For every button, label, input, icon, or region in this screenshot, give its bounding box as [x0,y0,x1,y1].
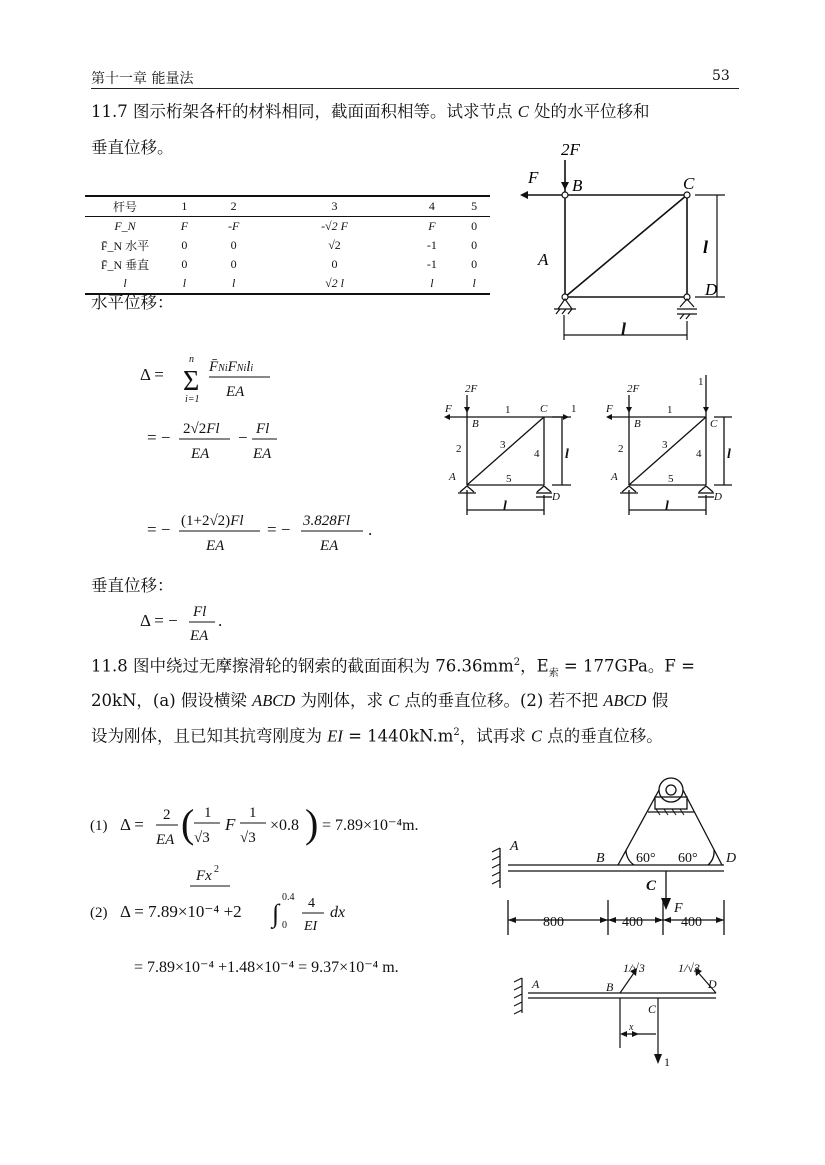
svg-text:1: 1 [571,403,577,415]
svg-text:5: 5 [668,473,674,485]
svg-text:A: A [538,250,549,269]
vertical-displacement-label: 垂直位移： [91,576,174,595]
svg-text:F: F [445,403,452,415]
svg-text:1: 1 [698,376,704,388]
svg-text:3: 3 [500,439,506,451]
svg-text:EA: EA [320,538,339,554]
svg-text:1: 1 [505,404,511,416]
svg-text:dx: dx [330,904,346,921]
table-row: l l l √2 l l l [123,276,476,290]
table-row: F_N F -F -√2 F F 0 [114,219,478,233]
svg-text:×0.8: ×0.8 [270,817,300,834]
svg-text:.: . [368,520,373,539]
table-row: F̄_N 水平 0 0 √2 -1 0 [100,238,478,253]
svg-text:4: 4 [696,448,702,460]
svg-text:0.4: 0.4 [282,892,295,903]
svg-text:l: l [565,447,569,462]
svg-text:= −: = − [267,520,291,539]
svg-text:1/√3: 1/√3 [623,961,645,975]
problem-11-7-line1: 11.7 图示桁架各杆的材料相同，截面面积相等。试求节点 C 处的水平位移和 [91,102,650,121]
svg-text:√3: √3 [240,830,256,846]
svg-text:1: 1 [664,1055,670,1069]
svg-text:2: 2 [163,807,171,823]
svg-text:EA: EA [226,384,245,400]
svg-text:800: 800 [543,915,564,930]
svg-text:1/√3: 1/√3 [678,961,700,975]
svg-text:2√2Fl: 2√2Fl [183,421,220,437]
eq2-result: = 7.89×10⁻⁴ +1.48×10⁻⁴ = 9.37×10⁻⁴ m. [134,959,399,976]
svg-text:(2): (2) [90,905,108,921]
svg-text:D: D [714,491,722,503]
h-result: 3.828Fl [303,513,351,529]
problem-11-8-line1: 11.8 图中绕过无摩擦滑轮的钢索的截面面积为 $76.36mm^2$，$E_索 = 177GPa$。F = [91,656,695,679]
svg-text:A: A [532,977,540,991]
svg-text:= −: = − [147,520,171,539]
svg-text:Σ: Σ [183,366,200,397]
svg-text:D: D [708,977,717,991]
svg-text:Δ =: Δ = [140,365,164,384]
svg-text:EA: EA [206,538,225,554]
svg-text:EA: EA [253,446,272,462]
equation-2 [90,860,460,990]
svg-text:(: ( [181,801,195,846]
svg-text:A: A [449,471,456,483]
svg-text:EA: EA [191,446,210,462]
svg-text:3: 3 [662,439,668,451]
svg-text:B: B [634,418,641,430]
eq1-result: = 7.89×10⁻⁴m. [322,817,419,834]
table-header: 5 [471,199,478,213]
virtual-load-figures [440,340,750,520]
svg-text:EI: EI [304,919,318,934]
svg-text:F̄NiFNili: F̄NiFNili [209,359,254,375]
table-header: 1 [181,199,188,213]
svg-text:C: C [683,174,695,193]
vertical-displacement-formula [135,598,255,648]
svg-text:B: B [606,980,614,994]
table-header: 4 [428,199,435,213]
svg-text:C: C [648,1002,657,1016]
svg-text:2: 2 [618,443,624,455]
svg-text:l: l [703,237,709,257]
svg-text:2F: 2F [465,383,478,395]
table-header: 2 [230,199,237,213]
svg-text:√3: √3 [194,830,210,846]
svg-text:60°: 60° [678,851,698,866]
svg-text:F: F [606,403,613,415]
svg-text:D: D [726,851,737,866]
table-row: F̄_N 垂直 0 0 0 -1 0 [100,257,478,272]
svg-text:400: 400 [681,915,702,930]
svg-text:C: C [540,403,548,415]
svg-text:−: − [238,428,248,447]
beam-pulley-figure [488,770,748,960]
svg-text:Δ = −: Δ = − [140,611,178,630]
problem-11-8-line2: 20kN，(a) 假设横梁 ABCD 为刚体，求 C 点的垂直位移。(2) 若不把 ABCD 假 [91,691,669,710]
page-number: 53 [712,68,730,84]
svg-text:1: 1 [667,404,673,416]
svg-text:(1): (1) [90,818,108,834]
svg-text:A: A [510,839,519,854]
chapter-header: 第十一章 能量法 [91,71,194,87]
svg-text:i=1: i=1 [185,394,200,405]
svg-text:B: B [596,851,605,866]
svg-text:4: 4 [308,896,315,911]
svg-text:EA: EA [190,628,209,644]
horizontal-displacement-label: 水平位移： [91,293,174,312]
svg-text:B: B [472,418,479,430]
svg-text:2F: 2F [627,383,640,395]
svg-text:): ) [305,801,319,846]
svg-text:4: 4 [534,448,540,460]
svg-text:D: D [552,491,560,503]
svg-text:Δ =: Δ = [120,815,144,834]
truss-figure [500,125,740,339]
horizontal-displacement-formula [135,330,405,570]
svg-text:l: l [503,499,507,514]
svg-text:2: 2 [214,864,219,875]
svg-text:400: 400 [622,915,643,930]
svg-text:1: 1 [204,805,212,821]
svg-text:C: C [646,878,657,894]
svg-text:n: n [189,354,194,365]
svg-text:2: 2 [456,443,462,455]
svg-text:D: D [705,280,718,299]
equation-1 [90,790,460,860]
table-header: 3 [331,199,338,213]
svg-text:l: l [727,447,731,462]
svg-text:F: F [225,815,236,834]
svg-text:F: F [528,168,539,187]
member-force-table [85,195,490,295]
svg-text:C: C [710,418,718,430]
svg-text:l: l [621,319,627,339]
svg-text:Δ = 7.89×10⁻⁴ +2: Δ = 7.89×10⁻⁴ +2 [120,902,242,921]
svg-text:1: 1 [249,805,257,821]
svg-text:Fl: Fl [193,604,207,620]
svg-text:(1+2√2)Fl: (1+2√2)Fl [181,513,244,529]
svg-text:B: B [572,176,583,195]
svg-text:EA: EA [156,832,175,848]
svg-text:x: x [629,1022,634,1033]
svg-text:l: l [665,499,669,514]
svg-text:0: 0 [282,920,287,931]
svg-text:F: F [674,901,683,916]
problem-11-7-line2: 垂直位移。 [91,138,174,157]
problem-11-8-line3: 设为刚体，且已知其抗弯刚度为 EI = $1440kN.m^2$，试再求 C 点的垂直位移。 [91,726,663,746]
svg-text:= −: = − [147,428,171,447]
load-2F-label: 2F [561,140,580,159]
svg-text:Fx: Fx [196,868,212,884]
svg-text:5: 5 [506,473,512,485]
svg-text:A: A [611,471,618,483]
svg-text:∫: ∫ [272,899,280,928]
header-rule [91,88,739,89]
table-header: 杆号 [112,200,137,214]
svg-text:Fl: Fl [256,421,270,437]
virtual-load-beam-figure [508,958,748,1078]
svg-text:.: . [218,611,223,630]
svg-text:60°: 60° [636,851,656,866]
